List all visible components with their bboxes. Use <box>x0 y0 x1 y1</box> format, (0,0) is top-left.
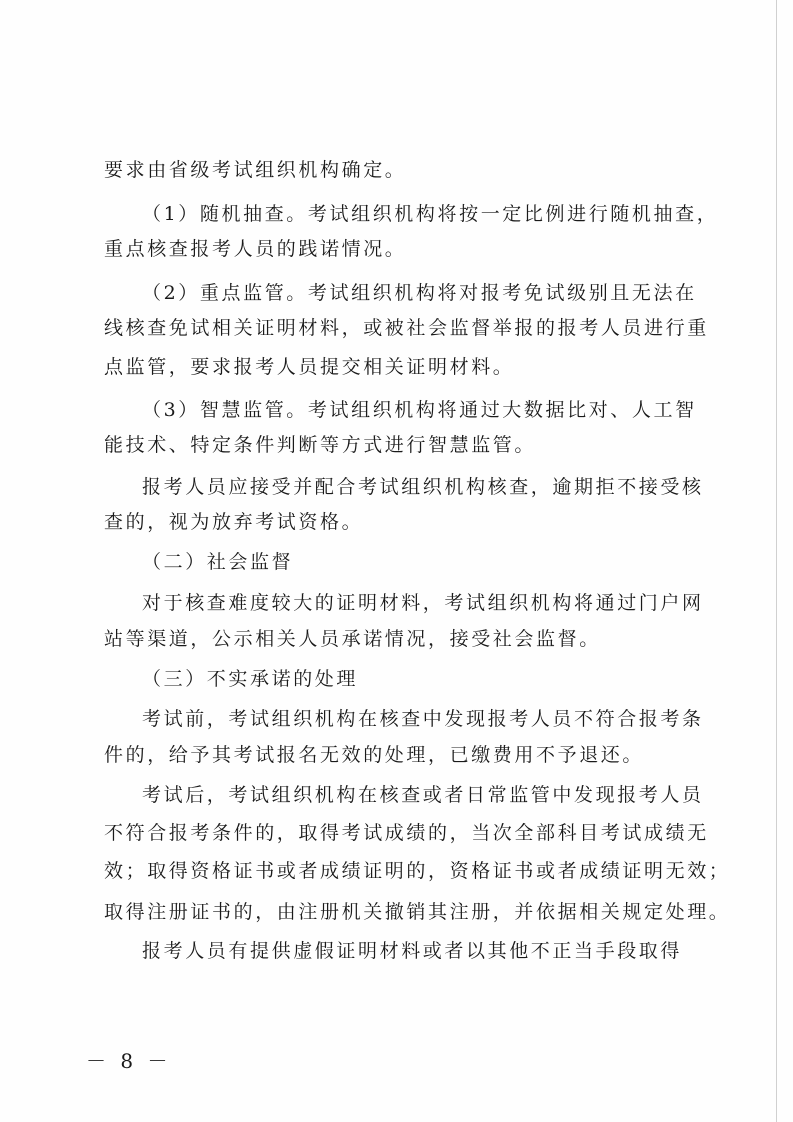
section-heading-social-supervision: （二）社会监督 <box>142 551 294 573</box>
text-line-4: （2）重点监管。考试组织机构将对报考免试级别且无法在 <box>142 282 697 304</box>
text-line-3: 重点核查报考人员的践诺情况。 <box>104 238 407 260</box>
text-line-6: 点监管，要求报考人员提交相关证明材料。 <box>104 356 515 378</box>
text-line-7: （3）智慧监管。考试组织机构将通过大数据比对、人工智 <box>142 399 697 421</box>
text-line-8: 能技术、特定条件判断等方式进行智慧监管。 <box>104 434 537 456</box>
text-line-19: 效；取得资格证书或者成绩证明的，资格证书或者成绩证明无效； <box>104 860 731 882</box>
text-line-9: 报考人员应接受并配合考试组织机构核查，逾期拒不接受核 <box>142 476 704 498</box>
text-line-10: 查的，视为放弃考试资格。 <box>104 511 364 533</box>
text-line-1: 要求由省级考试组织机构确定。 <box>104 159 407 181</box>
text-line-2: （1）随机抽查。考试组织机构将按一定比例进行随机抽查， <box>142 203 719 225</box>
text-line-18: 不符合报考条件的，取得考试成绩的，当次全部科目考试成绩无 <box>104 822 709 844</box>
text-line-12: 对于核查难度较大的证明材料，考试组织机构将通过门户网 <box>142 592 704 614</box>
text-line-15: 考试前，考试组织机构在核查中发现报考人员不符合报考条 <box>142 708 704 730</box>
section-heading-false-commitment: （三）不实承诺的处理 <box>142 668 359 690</box>
page-number: － 8 － <box>86 1049 172 1073</box>
text-line-16: 件的，给予其考试报名无效的处理，已缴费用不予退还。 <box>104 744 645 766</box>
text-line-21: 报考人员有提供虚假证明材料或者以其他不正当手段取得 <box>142 940 683 962</box>
scan-edge-divider <box>776 0 777 1122</box>
text-line-13: 站等渠道，公示相关人员承诺情况，接受社会监督。 <box>104 628 601 650</box>
text-line-17: 考试后，考试组织机构在核查或者日常监管中发现报考人员 <box>142 784 704 806</box>
text-line-20: 取得注册证书的，由注册机关撤销其注册，并依据相关规定处理。 <box>104 901 731 923</box>
text-line-5: 线核查免试相关证明材料，或被社会监督举报的报考人员进行重 <box>104 317 709 339</box>
